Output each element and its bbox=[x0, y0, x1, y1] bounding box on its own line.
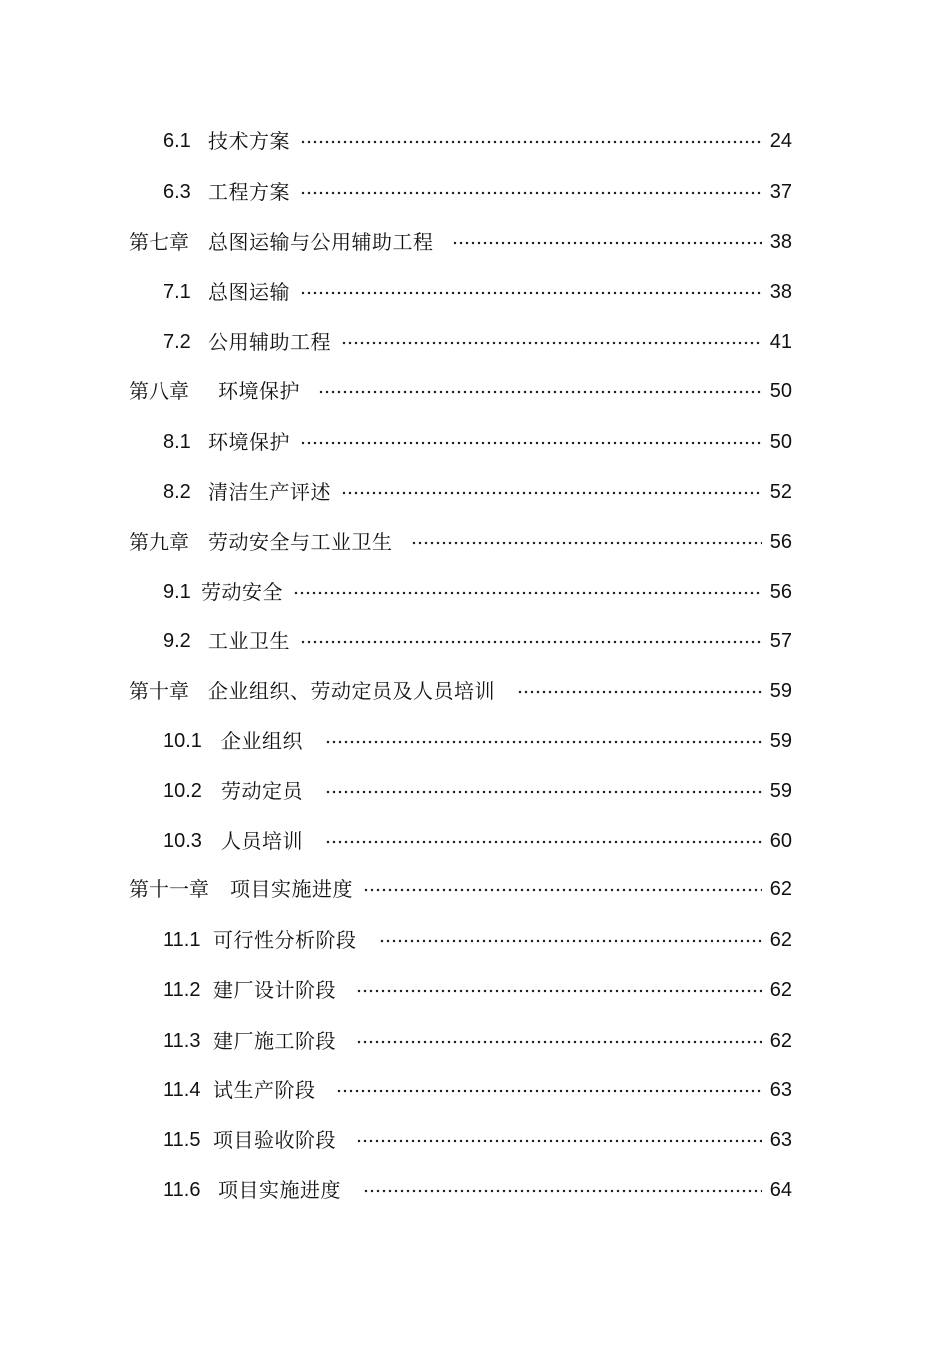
entry-page-number: 62 bbox=[769, 878, 792, 900]
entry-title: 建厂施工阶段 bbox=[213, 1029, 336, 1053]
entry-page-number: 59 bbox=[769, 680, 792, 702]
dot-leader bbox=[300, 290, 762, 296]
entry-page-number: 59 bbox=[769, 730, 792, 752]
dot-leader bbox=[356, 988, 762, 994]
entry-number: 7.1 bbox=[163, 281, 191, 303]
toc-entry-7-1[interactable] bbox=[163, 277, 792, 307]
entry-number: 第十章 bbox=[129, 679, 189, 703]
entry-number: 11.4 bbox=[163, 1079, 201, 1101]
entry-number: 11.2 bbox=[163, 979, 201, 1001]
entry-page-number: 63 bbox=[769, 1129, 792, 1151]
dot-leader bbox=[300, 440, 762, 446]
entry-number: 第七章 bbox=[129, 230, 189, 254]
dot-leader bbox=[356, 1039, 762, 1045]
entry-page-number: 38 bbox=[769, 281, 792, 303]
entry-number: 第八章 bbox=[129, 379, 189, 403]
entry-number: 8.1 bbox=[163, 431, 191, 453]
entry-title: 企业组织 bbox=[221, 729, 303, 753]
entry-number: 9.1 bbox=[163, 581, 191, 603]
entry-title: 建厂设计阶段 bbox=[213, 978, 336, 1002]
toc-entry-8-1[interactable] bbox=[163, 427, 792, 457]
entry-page-number: 60 bbox=[769, 830, 792, 852]
entry-title: 总图运输与公用辅助工程 bbox=[208, 230, 434, 254]
entry-page-number: 50 bbox=[769, 380, 792, 402]
entry-number: 11.3 bbox=[163, 1030, 201, 1052]
toc-entry-11-4[interactable] bbox=[163, 1075, 792, 1105]
entry-number: 11.1 bbox=[163, 929, 201, 951]
entry-number: 11.5 bbox=[163, 1129, 201, 1151]
entry-page-number: 62 bbox=[769, 929, 792, 951]
dot-leader bbox=[325, 739, 762, 745]
toc-entry-6-3[interactable] bbox=[163, 177, 792, 207]
entry-page-number: 62 bbox=[769, 979, 792, 1001]
entry-title: 工业卫生 bbox=[208, 629, 290, 653]
entry-number: 第九章 bbox=[129, 530, 189, 554]
toc-entry-6-1[interactable] bbox=[163, 126, 792, 156]
entry-title: 项目实施进度 bbox=[230, 877, 353, 901]
entry-page-number: 57 bbox=[769, 630, 792, 652]
entry-page-number: 41 bbox=[769, 331, 792, 353]
entry-title: 总图运输 bbox=[208, 280, 290, 304]
entry-title: 清洁生产评述 bbox=[208, 480, 331, 504]
entry-number: 9.2 bbox=[163, 630, 191, 652]
dot-leader bbox=[300, 190, 762, 196]
entry-title: 劳动安全 bbox=[201, 580, 283, 604]
entry-page-number: 37 bbox=[769, 181, 792, 203]
toc-entry-10-2[interactable] bbox=[163, 776, 792, 806]
entry-title: 企业组织、劳动定员及人员培训 bbox=[208, 679, 495, 703]
toc-entry-10-3[interactable] bbox=[163, 826, 792, 856]
dot-leader bbox=[325, 789, 762, 795]
entry-number: 11.6 bbox=[163, 1179, 201, 1201]
toc-entry-11-5[interactable] bbox=[163, 1125, 792, 1155]
dot-leader bbox=[363, 1188, 762, 1194]
toc-entry-8-2[interactable] bbox=[163, 477, 792, 507]
entry-title: 可行性分析阶段 bbox=[213, 928, 357, 952]
dot-leader bbox=[411, 540, 763, 546]
dot-leader bbox=[300, 139, 762, 145]
entry-title: 工程方案 bbox=[208, 180, 290, 204]
toc-entry-chapter-11[interactable] bbox=[129, 874, 792, 904]
dot-leader bbox=[452, 240, 763, 246]
toc-entry-chapter-7[interactable] bbox=[129, 227, 792, 257]
entry-page-number: 64 bbox=[769, 1179, 792, 1201]
entry-number: 10.3 bbox=[163, 830, 202, 852]
entry-title: 项目实施进度 bbox=[218, 1178, 341, 1202]
dot-leader bbox=[341, 490, 762, 496]
entry-number: 10.2 bbox=[163, 780, 202, 802]
entry-title: 劳动安全与工业卫生 bbox=[208, 530, 393, 554]
dot-leader bbox=[363, 887, 762, 893]
entry-page-number: 50 bbox=[769, 431, 792, 453]
entry-page-number: 62 bbox=[769, 1030, 792, 1052]
entry-number: 6.3 bbox=[163, 181, 191, 203]
toc-entry-9-2[interactable] bbox=[163, 626, 792, 656]
entry-title: 人员培训 bbox=[221, 829, 303, 853]
entry-number: 6.1 bbox=[163, 130, 191, 152]
toc-entry-9-1[interactable] bbox=[163, 577, 792, 607]
entry-title: 项目验收阶段 bbox=[213, 1128, 336, 1152]
toc-entry-11-2[interactable] bbox=[163, 975, 792, 1005]
dot-leader bbox=[336, 1088, 763, 1094]
entry-number: 8.2 bbox=[163, 481, 191, 503]
entry-title: 技术方案 bbox=[208, 129, 290, 153]
entry-page-number: 56 bbox=[769, 531, 792, 553]
dot-leader bbox=[325, 839, 762, 845]
toc-entry-chapter-9[interactable] bbox=[129, 527, 792, 557]
entry-number: 10.1 bbox=[163, 730, 202, 752]
toc-entry-11-1[interactable] bbox=[163, 925, 792, 955]
entry-page-number: 38 bbox=[769, 231, 792, 253]
dot-leader bbox=[300, 639, 762, 645]
entry-page-number: 63 bbox=[769, 1079, 792, 1101]
toc-entry-chapter-10[interactable] bbox=[129, 676, 792, 706]
dot-leader bbox=[517, 689, 762, 695]
dot-leader bbox=[341, 340, 762, 346]
toc-entry-7-2[interactable] bbox=[163, 327, 792, 357]
entry-page-number: 24 bbox=[769, 130, 792, 152]
dot-leader bbox=[293, 590, 762, 596]
toc-entry-11-6[interactable] bbox=[163, 1175, 792, 1205]
entry-title: 环境保护 bbox=[218, 379, 300, 403]
dot-leader bbox=[356, 1138, 762, 1144]
entry-page-number: 56 bbox=[769, 581, 792, 603]
toc-entry-chapter-8[interactable] bbox=[129, 376, 792, 406]
entry-number: 7.2 bbox=[163, 331, 191, 353]
dot-leader bbox=[318, 389, 762, 395]
dot-leader bbox=[379, 938, 763, 944]
entry-page-number: 59 bbox=[769, 780, 792, 802]
entry-number: 第十一章 bbox=[129, 877, 209, 901]
entry-title: 试生产阶段 bbox=[213, 1078, 316, 1102]
toc-entry-11-3[interactable] bbox=[163, 1026, 792, 1056]
entry-title: 环境保护 bbox=[208, 430, 290, 454]
entry-title: 公用辅助工程 bbox=[208, 330, 331, 354]
toc-entry-10-1[interactable] bbox=[163, 726, 792, 756]
entry-page-number: 52 bbox=[769, 481, 792, 503]
entry-title: 劳动定员 bbox=[221, 779, 303, 803]
